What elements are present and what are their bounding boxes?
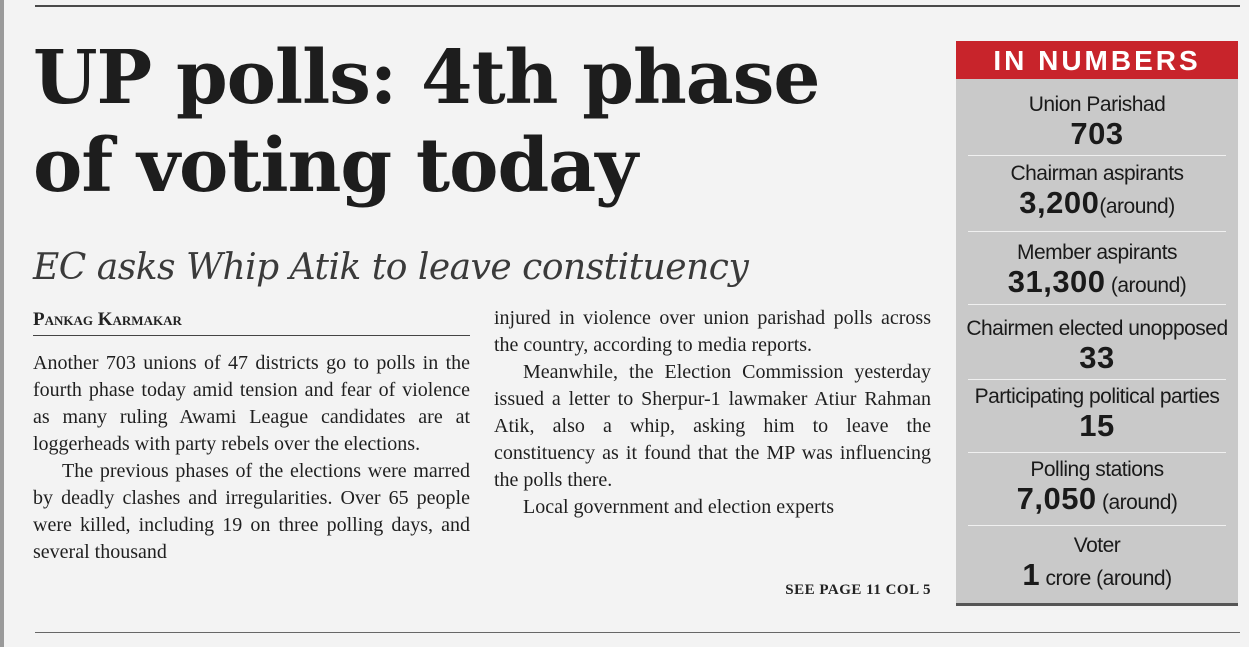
divider bbox=[968, 525, 1226, 526]
page-edge bbox=[0, 0, 4, 647]
byline: Pankag Karmakar bbox=[33, 309, 470, 336]
headline-line-2: of voting today bbox=[33, 123, 638, 209]
continuation-note: SEE PAGE 11 COL 5 bbox=[785, 582, 931, 598]
divider bbox=[968, 304, 1226, 305]
stat-value bbox=[956, 186, 1238, 224]
stat-chairmen-unopposed bbox=[956, 317, 1238, 375]
top-rule bbox=[35, 5, 1240, 7]
stat-value bbox=[956, 117, 1238, 151]
paragraph: Meanwhile, the Election Commission yesterday issued a letter to Sherpur-1 lawmaker Atiur Rahman Atik, also a whip, asking him to leave the constituency as it found that the MP was influencing the polls there. bbox=[494, 361, 931, 491]
in-numbers-sidebar bbox=[956, 41, 1238, 606]
stat-value bbox=[956, 482, 1238, 520]
divider bbox=[968, 452, 1226, 453]
stat-number: 33 bbox=[1079, 340, 1115, 375]
stat-note: crore (around) bbox=[1040, 567, 1172, 590]
stat-label: Polling stations bbox=[1030, 458, 1164, 481]
article-column-1 bbox=[33, 350, 470, 566]
stat-number: 15 bbox=[1079, 408, 1115, 443]
stat-label: Member aspirants bbox=[1016, 241, 1178, 264]
paragraph: The previous phases of the elections were marred by deadly clashes and irregularities. Over 65 people were killed, including 19 on three polling days, and several thousand bbox=[33, 460, 470, 563]
paragraph: injured in violence over union parishad polls across the country, according to media reports. bbox=[494, 307, 931, 356]
subheadline: EC asks Whip Atik to leave constituency bbox=[33, 247, 749, 288]
paragraph: Another 703 unions of 47 districts go to polls in the fourth phase today amid tension and fear of violence as many ruling Awami League candidates are at loggerheads with party rebels over the elections. bbox=[33, 352, 470, 455]
bottom-rule bbox=[35, 632, 1240, 633]
stat-label: Voter bbox=[1073, 534, 1121, 557]
stat-voter bbox=[956, 534, 1238, 596]
stat-chairman-aspirants bbox=[956, 162, 1238, 224]
headline-line-1: UP polls: 4th phase bbox=[33, 35, 820, 121]
stat-number: 31,300 bbox=[1007, 264, 1106, 299]
headline bbox=[33, 34, 933, 210]
divider bbox=[968, 379, 1226, 380]
divider bbox=[968, 231, 1226, 232]
stat-label: Participating political parties bbox=[974, 385, 1220, 408]
stat-note: (around) bbox=[1099, 195, 1175, 218]
stat-member-aspirants bbox=[956, 241, 1238, 303]
stat-value bbox=[956, 265, 1238, 303]
stat-note: (around) bbox=[1096, 491, 1178, 514]
stat-polling-stations bbox=[956, 458, 1238, 520]
stat-number: 1 bbox=[1022, 557, 1041, 592]
stat-value bbox=[956, 558, 1238, 596]
stat-political-parties bbox=[956, 385, 1238, 443]
stat-number: 7,050 bbox=[1016, 481, 1097, 516]
stat-label: Chairmen elected unopposed bbox=[966, 317, 1228, 340]
article-column-2 bbox=[494, 305, 931, 521]
divider bbox=[968, 155, 1226, 156]
stat-label: Chairman aspirants bbox=[1010, 162, 1184, 185]
stat-value bbox=[956, 409, 1238, 443]
stat-note: (around) bbox=[1105, 274, 1187, 297]
stat-union-parishad bbox=[956, 93, 1238, 151]
stat-value bbox=[956, 341, 1238, 375]
stat-label: Union Parishad bbox=[1028, 93, 1166, 116]
paragraph: Local government and election experts bbox=[523, 496, 834, 518]
stat-number: 703 bbox=[1070, 116, 1124, 151]
stat-number: 3,200 bbox=[1019, 185, 1100, 220]
sidebar-title: IN NUMBERS bbox=[956, 41, 1238, 79]
